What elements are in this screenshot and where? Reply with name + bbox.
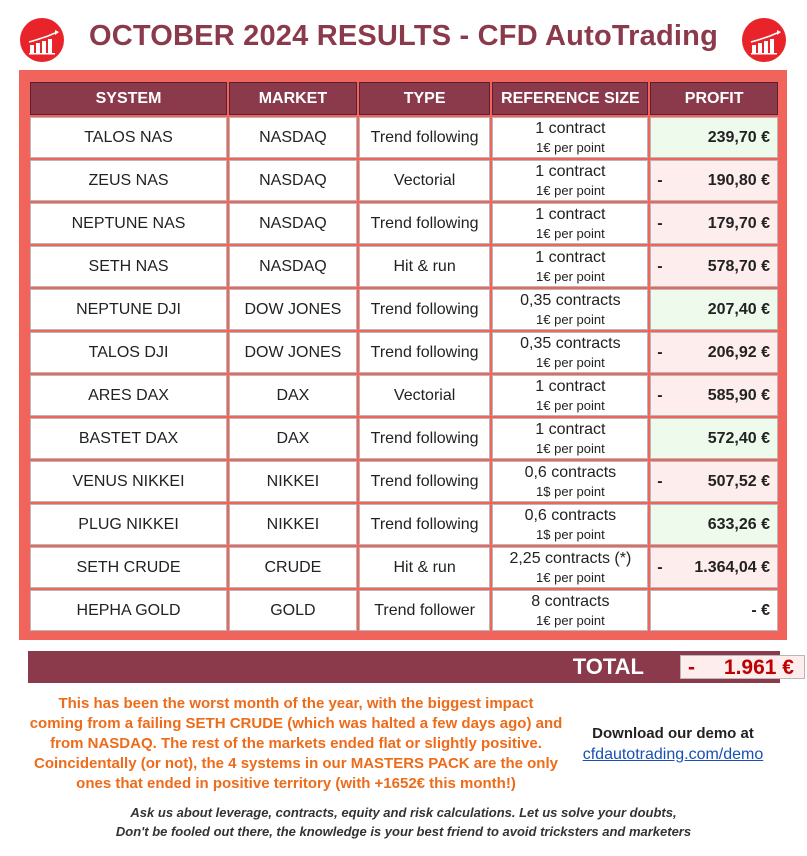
reference-size-contracts: 8 contracts: [531, 593, 610, 610]
table-row: [30, 332, 778, 373]
total-bar: [28, 651, 794, 683]
reference-size-contracts: 1 contract: [535, 378, 606, 395]
cell-profit: [650, 117, 778, 158]
cell-type: Trend following: [359, 117, 491, 158]
footer-line: Ask us about leverage, contracts, equity and risk calculations. Let us solve your doubts,: [130, 805, 677, 820]
cell-system: VENUS NIKKEI: [30, 461, 227, 502]
cell-reference-size: [492, 590, 648, 631]
cell-system: BASTET DAX: [30, 418, 227, 459]
table-row: [30, 590, 778, 631]
table-row: [30, 547, 778, 588]
reference-size-unit: 1$ per point: [536, 527, 605, 542]
table-row: [30, 418, 778, 459]
reference-size-unit: 1€ per point: [536, 570, 605, 585]
profit-value: 507,52 €: [707, 473, 770, 490]
header-profit: PROFIT: [650, 82, 778, 115]
cell-system: HEPHA GOLD: [30, 590, 227, 631]
cell-type: Hit & run: [359, 547, 491, 588]
demo-link[interactable]: cfdautotrading.com/demo: [582, 746, 764, 763]
cell-system: TALOS DJI: [30, 332, 227, 373]
cell-market: GOLD: [229, 590, 357, 631]
cell-type: Vectorial: [359, 375, 491, 416]
header-reference-size: REFERENCE SIZE: [492, 82, 648, 115]
cell-type: Trend follower: [359, 590, 491, 631]
reference-size-contracts: 0,35 contracts: [520, 292, 621, 309]
profit-sign: -: [657, 215, 663, 232]
profit-sign: -: [657, 473, 663, 490]
monthly-commentary: [26, 694, 566, 794]
cell-reference-size: [492, 547, 648, 588]
profit-value: 572,40 €: [707, 430, 770, 447]
cell-system: SETH CRUDE: [30, 547, 227, 588]
reference-size-contracts: 1 contract: [535, 206, 606, 223]
cell-market: NIKKEI: [229, 504, 357, 545]
table-row: [30, 117, 778, 158]
cell-market: NASDAQ: [229, 246, 357, 287]
table-row: [30, 461, 778, 502]
cell-system: NEPTUNE NAS: [30, 203, 227, 244]
reference-size-unit: 1€ per point: [536, 398, 605, 413]
cell-reference-size: [492, 461, 648, 502]
cell-reference-size: [492, 418, 648, 459]
cell-type: Trend following: [359, 332, 491, 373]
reference-size-unit: 1€ per point: [536, 312, 605, 327]
reference-size-unit: 1€ per point: [536, 441, 605, 456]
profit-value: 633,26 €: [707, 516, 770, 533]
profit-value: 578,70 €: [707, 258, 770, 275]
header-type: TYPE: [359, 82, 491, 115]
cell-market: NASDAQ: [229, 203, 357, 244]
table-row: [30, 375, 778, 416]
header-market: MARKET: [229, 82, 357, 115]
cell-system: ZEUS NAS: [30, 160, 227, 201]
profit-value: 206,92 €: [707, 344, 770, 361]
profit-sign: -: [657, 344, 663, 361]
cell-profit: [650, 203, 778, 244]
cell-reference-size: [492, 160, 648, 201]
cell-profit: [650, 461, 778, 502]
reference-size-contracts: 1 contract: [535, 421, 606, 438]
cell-market: DOW JONES: [229, 332, 357, 373]
commentary-line: Coincidentally (or not), the 4 systems in our MASTERS PACK are the only: [34, 755, 558, 772]
cell-market: DOW JONES: [229, 289, 357, 330]
cell-reference-size: [492, 504, 648, 545]
profit-value: 585,90 €: [707, 387, 770, 404]
footer-note: [0, 803, 807, 841]
profit-value: 207,40 €: [707, 301, 770, 318]
cell-system: ARES DAX: [30, 375, 227, 416]
table-row: [30, 160, 778, 201]
cell-profit: [650, 504, 778, 545]
profit-sign: -: [657, 559, 663, 576]
cell-profit: [650, 246, 778, 287]
profit-value: 239,70 €: [707, 129, 770, 146]
cell-type: Trend following: [359, 461, 491, 502]
header-system: SYSTEM: [30, 82, 227, 115]
table-row: [30, 289, 778, 330]
commentary-line: This has been the worst month of the year, with the biggest impact: [58, 695, 534, 712]
cell-profit: [650, 160, 778, 201]
total-value: 1.961 €: [723, 656, 794, 679]
cell-reference-size: [492, 332, 648, 373]
cell-reference-size: [492, 375, 648, 416]
reference-size-unit: 1€ per point: [536, 355, 605, 370]
reference-size-unit: 1€ per point: [536, 269, 605, 284]
profit-value: 1.364,04 €: [694, 559, 770, 576]
cell-market: NASDAQ: [229, 117, 357, 158]
cell-profit: [650, 375, 778, 416]
profit-value: 190,80 €: [707, 172, 770, 189]
table-row: [30, 203, 778, 244]
cell-type: Trend following: [359, 203, 491, 244]
reference-size-unit: 1€ per point: [536, 183, 605, 198]
profit-sign: -: [657, 258, 663, 275]
reference-size-contracts: 1 contract: [535, 120, 606, 137]
cell-profit: [650, 418, 778, 459]
table-row: [30, 246, 778, 287]
page-title: OCTOBER 2024 RESULTS - CFD AutoTrading: [88, 20, 718, 52]
cell-reference-size: [492, 246, 648, 287]
cell-type: Hit & run: [359, 246, 491, 287]
reference-size-contracts: 0,6 contracts: [524, 464, 617, 481]
cell-profit: [650, 289, 778, 330]
cell-profit: [650, 547, 778, 588]
cell-system: SETH NAS: [30, 246, 227, 287]
results-table: [28, 80, 780, 633]
cell-market: DAX: [229, 418, 357, 459]
cell-market: CRUDE: [229, 547, 357, 588]
cell-market: NASDAQ: [229, 160, 357, 201]
commentary-line: from NASDAQ. The rest of the markets ended flat or slightly positive.: [50, 735, 542, 752]
total-sign: -: [688, 656, 695, 679]
cell-system: PLUG NIKKEI: [30, 504, 227, 545]
cell-system: NEPTUNE DJI: [30, 289, 227, 330]
total-label: TOTAL: [572, 654, 644, 679]
cell-type: Vectorial: [359, 160, 491, 201]
cell-reference-size: [492, 117, 648, 158]
table-header-row: [30, 82, 778, 115]
cell-profit: [650, 590, 778, 631]
total-value-box: [680, 655, 805, 679]
reference-size-contracts: 2,25 contracts (*): [509, 550, 632, 567]
cell-reference-size: [492, 203, 648, 244]
cell-system: TALOS NAS: [30, 117, 227, 158]
cell-reference-size: [492, 289, 648, 330]
commentary-line: coming from a failing SETH CRUDE (which was halted a few days ago) and: [29, 715, 563, 732]
commentary-line: ones that ended in positive territory (with +1652€ this month!): [76, 775, 516, 792]
footer-line: Don't be fooled out there, the knowledge is your best friend to avoid tricksters and marketers: [115, 824, 692, 839]
cell-market: DAX: [229, 375, 357, 416]
cell-profit: [650, 332, 778, 373]
profit-value: - €: [751, 602, 770, 619]
cell-type: Trend following: [359, 289, 491, 330]
demo-label: Download our demo at: [592, 725, 754, 742]
profit-sign: -: [657, 387, 663, 404]
cell-type: Trend following: [359, 418, 491, 459]
reference-size-unit: 1€ per point: [536, 140, 605, 155]
reference-size-unit: 1€ per point: [536, 613, 605, 628]
reference-size-unit: 1$ per point: [536, 484, 605, 499]
reference-size-contracts: 0,6 contracts: [524, 507, 617, 524]
reference-size-contracts: 0,35 contracts: [520, 335, 621, 352]
profit-sign: -: [657, 172, 663, 189]
reference-size-contracts: 1 contract: [535, 249, 606, 266]
reference-size-unit: 1€ per point: [536, 226, 605, 241]
cell-type: Trend following: [359, 504, 491, 545]
cell-market: NIKKEI: [229, 461, 357, 502]
reference-size-contracts: 1 contract: [535, 163, 606, 180]
profit-value: 179,70 €: [707, 215, 770, 232]
table-row: [30, 504, 778, 545]
